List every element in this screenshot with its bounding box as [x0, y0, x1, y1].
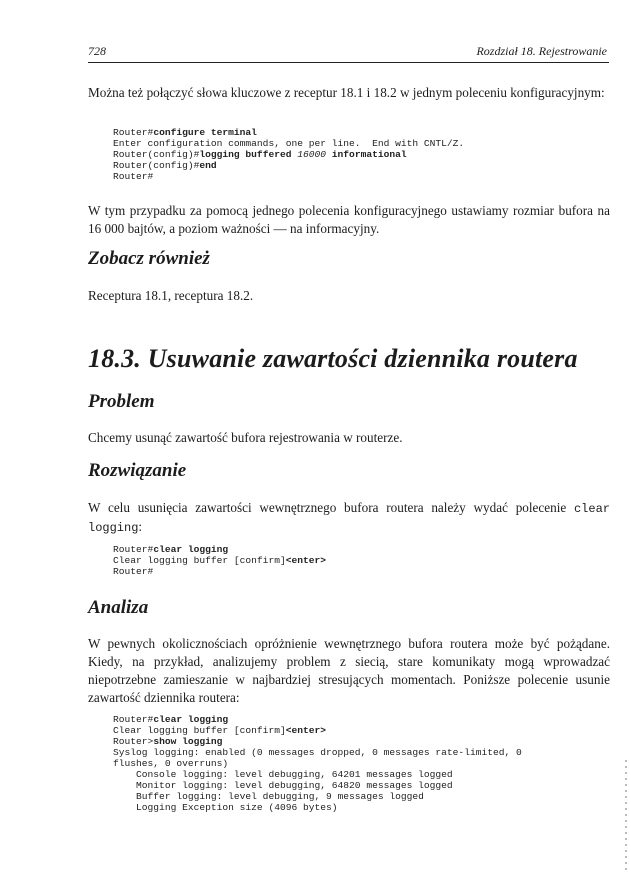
- code-line: [113, 555, 326, 566]
- section-title: 18.3. Usuwanie zawartości dziennika routera: [88, 344, 578, 373]
- code-prompt: Router#: [113, 127, 154, 138]
- solution-text-before: W celu usunięcia zawartości wewnętrznego bufora routera należy wydać polecenie: [88, 500, 567, 515]
- code-prompt: Router#: [113, 171, 154, 182]
- code-line: [113, 780, 522, 791]
- code-prompt: Router#: [113, 566, 154, 577]
- code-line: [113, 160, 464, 171]
- solution-text-after: :: [138, 519, 143, 534]
- code-cmd2: informational: [326, 149, 407, 160]
- code-line: [113, 149, 464, 160]
- code-rest: Monitor logging: level debugging, 64820 messages logged: [113, 780, 453, 791]
- code-cmd2: <enter>: [285, 555, 327, 566]
- code-italic: 16000: [297, 149, 327, 160]
- running-header: [88, 44, 609, 63]
- heading-analysis: Analiza: [88, 597, 149, 618]
- code-line: [113, 566, 326, 577]
- code-rest: Clear logging buffer [confirm]: [113, 555, 286, 566]
- code-cmd: clear logging: [153, 544, 229, 555]
- code-line: [113, 138, 464, 149]
- code-line: [113, 747, 522, 758]
- code-cmd: logging buffered: [199, 149, 298, 160]
- code-line: [113, 736, 522, 747]
- code-cmd: configure terminal: [153, 127, 257, 138]
- see-also-text: Receptura 18.1, receptura 18.2.: [88, 288, 254, 303]
- code-cmd: clear logging: [153, 714, 229, 725]
- code-rest: Clear logging buffer [confirm]: [113, 725, 286, 736]
- code-line: [113, 725, 522, 736]
- code-cmd: show logging: [153, 736, 223, 747]
- code-rest: flushes, 0 overruns): [113, 758, 229, 769]
- code-prompt: Router(config)#: [113, 149, 200, 160]
- heading-see-also: Zobacz również: [88, 248, 210, 269]
- code-line: [113, 791, 522, 802]
- code-rest: Logging Exception size (4096 bytes): [113, 802, 338, 813]
- code-rest: Buffer logging: level debugging, 9 messages logged: [113, 791, 424, 802]
- problem-text: Chcemy usunąć zawartość bufora rejestrowania w routerze.: [88, 430, 403, 445]
- code-line: [113, 544, 326, 555]
- intro-paragraph: Można też połączyć słowa kluczowe z receptur 18.1 i 18.2 w jednym poleceniu konfiguracyjnym:: [88, 85, 605, 100]
- code-line: [113, 714, 522, 725]
- code-prompt: Router>: [113, 736, 154, 747]
- code-block-config: [113, 127, 464, 182]
- code-prompt: Router(config)#: [113, 160, 200, 171]
- code-line: [113, 127, 464, 138]
- paragraph-explanation: W tym przypadku za pomocą jednego polecenia konfiguracyjnego ustawiamy rozmiar bufora na 16 000 bajtów, a poziom ważności — na informacyjny.: [88, 203, 610, 236]
- solution-text: [88, 499, 610, 537]
- code-rest: Enter configuration commands, one per line. End with CNTL/Z.: [113, 138, 465, 149]
- inline-code-clear-logging: clear logging: [88, 502, 610, 535]
- scan-edge-marks: [625, 760, 627, 870]
- code-line: [113, 758, 522, 769]
- code-line: [113, 171, 464, 182]
- code-line: [113, 769, 522, 780]
- heading-solution: Rozwiązanie: [88, 460, 187, 481]
- code-block-clear: [113, 544, 326, 577]
- chapter-title: Rozdział 18. Rejestrowanie: [476, 44, 607, 58]
- code-line: [113, 802, 522, 813]
- code-rest: Console logging: level debugging, 64201 messages logged: [113, 769, 453, 780]
- code-rest: Syslog logging: enabled (0 messages dropped, 0 messages rate-limited, 0: [113, 747, 522, 758]
- code-prompt: Router#: [113, 544, 154, 555]
- code-cmd: end: [199, 160, 217, 171]
- code-cmd2: <enter>: [285, 725, 327, 736]
- code-prompt: Router#: [113, 714, 154, 725]
- analysis-text: W pewnych okolicznościach opróżnienie wewnętrznego bufora routera może być pożądane. Kiedy, na przykład, analizujemy problem z siecią, stare komunikaty mogą wprowadzać niepotrzebne zamieszanie w najbardziej stresujących momentach. Poniższe polecenie usunie zawartość dziennika routera:: [88, 636, 610, 705]
- heading-problem: Problem: [88, 391, 155, 412]
- code-block-show-logging: [113, 714, 522, 813]
- page-number: 728: [88, 44, 106, 58]
